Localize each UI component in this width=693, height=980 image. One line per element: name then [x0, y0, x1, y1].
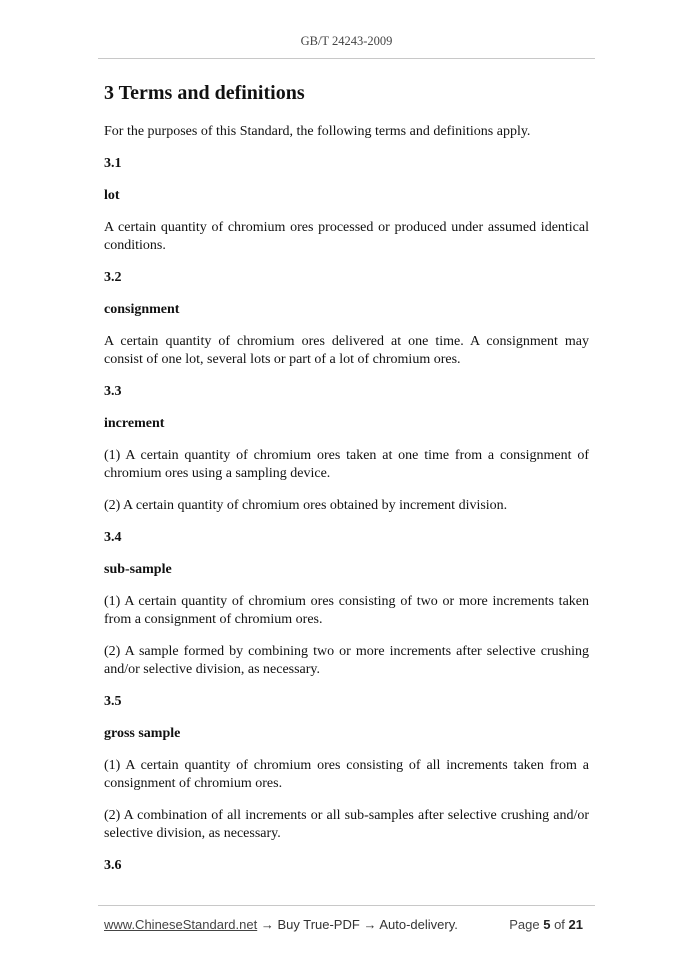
- term-definition: (2) A sample formed by combining two or more increments after selective crushing and/or selective division, as necessary.: [104, 644, 589, 677]
- term-number: 3.1: [104, 156, 122, 171]
- term-definition: (1) A certain quantity of chromium ores consisting of all increments taken from a consignment of chromium ores.: [104, 758, 589, 791]
- term-definition: (2) A certain quantity of chromium ores obtained by increment division.: [104, 498, 508, 513]
- term-name: lot: [104, 188, 120, 203]
- delivery-text: Auto-delivery.: [379, 917, 458, 932]
- term-number: 3.3: [104, 384, 122, 399]
- section-intro: For the purposes of this Standard, the following terms and definitions apply.: [104, 124, 531, 139]
- page-current: 5: [543, 917, 551, 932]
- term-definition: (1) A certain quantity of chromium ores consisting of two or more increments taken from a consignment of chromium ores.: [104, 594, 589, 627]
- page-label: Page: [509, 917, 540, 932]
- term-name: consignment: [104, 302, 180, 317]
- term-definition: A certain quantity of chromium ores delivered at one time. A consignment may consist of one lot, several lots or part of a lot of chromium ores.: [104, 334, 589, 367]
- term-definition: (2) A combination of all increments or all sub-samples after selective crushing and/or selective division, as necessary.: [104, 808, 589, 841]
- term-number: 3.4: [104, 530, 122, 545]
- footer-promo: [104, 917, 458, 932]
- buy-pdf-text: Buy True-PDF: [277, 917, 360, 932]
- page-indicator: [509, 917, 583, 932]
- term-number: 3.5: [104, 694, 122, 709]
- term-definition: A certain quantity of chromium ores processed or produced under assumed identical conditions.: [104, 220, 589, 253]
- running-header: GB/T 24243-2009: [300, 34, 393, 48]
- term-number: 3.6: [104, 858, 122, 873]
- term-name: gross sample: [104, 726, 181, 741]
- section-title: 3 Terms and definitions: [104, 82, 305, 104]
- term-number: 3.2: [104, 270, 122, 285]
- arrow-right-icon: →: [260, 917, 274, 932]
- footer-divider: [98, 905, 595, 906]
- term-name: increment: [104, 416, 165, 431]
- term-name: sub-sample: [104, 562, 172, 577]
- document-body: [104, 80, 589, 889]
- header-divider: [98, 58, 595, 59]
- page-total: 21: [568, 917, 583, 932]
- site-link[interactable]: www.ChineseStandard.net: [104, 917, 258, 932]
- term-definition: (1) A certain quantity of chromium ores taken at one time from a consignment of chromium ores using a sampling device.: [104, 448, 589, 481]
- arrow-right-icon: →: [363, 917, 377, 932]
- of-label: of: [554, 917, 565, 932]
